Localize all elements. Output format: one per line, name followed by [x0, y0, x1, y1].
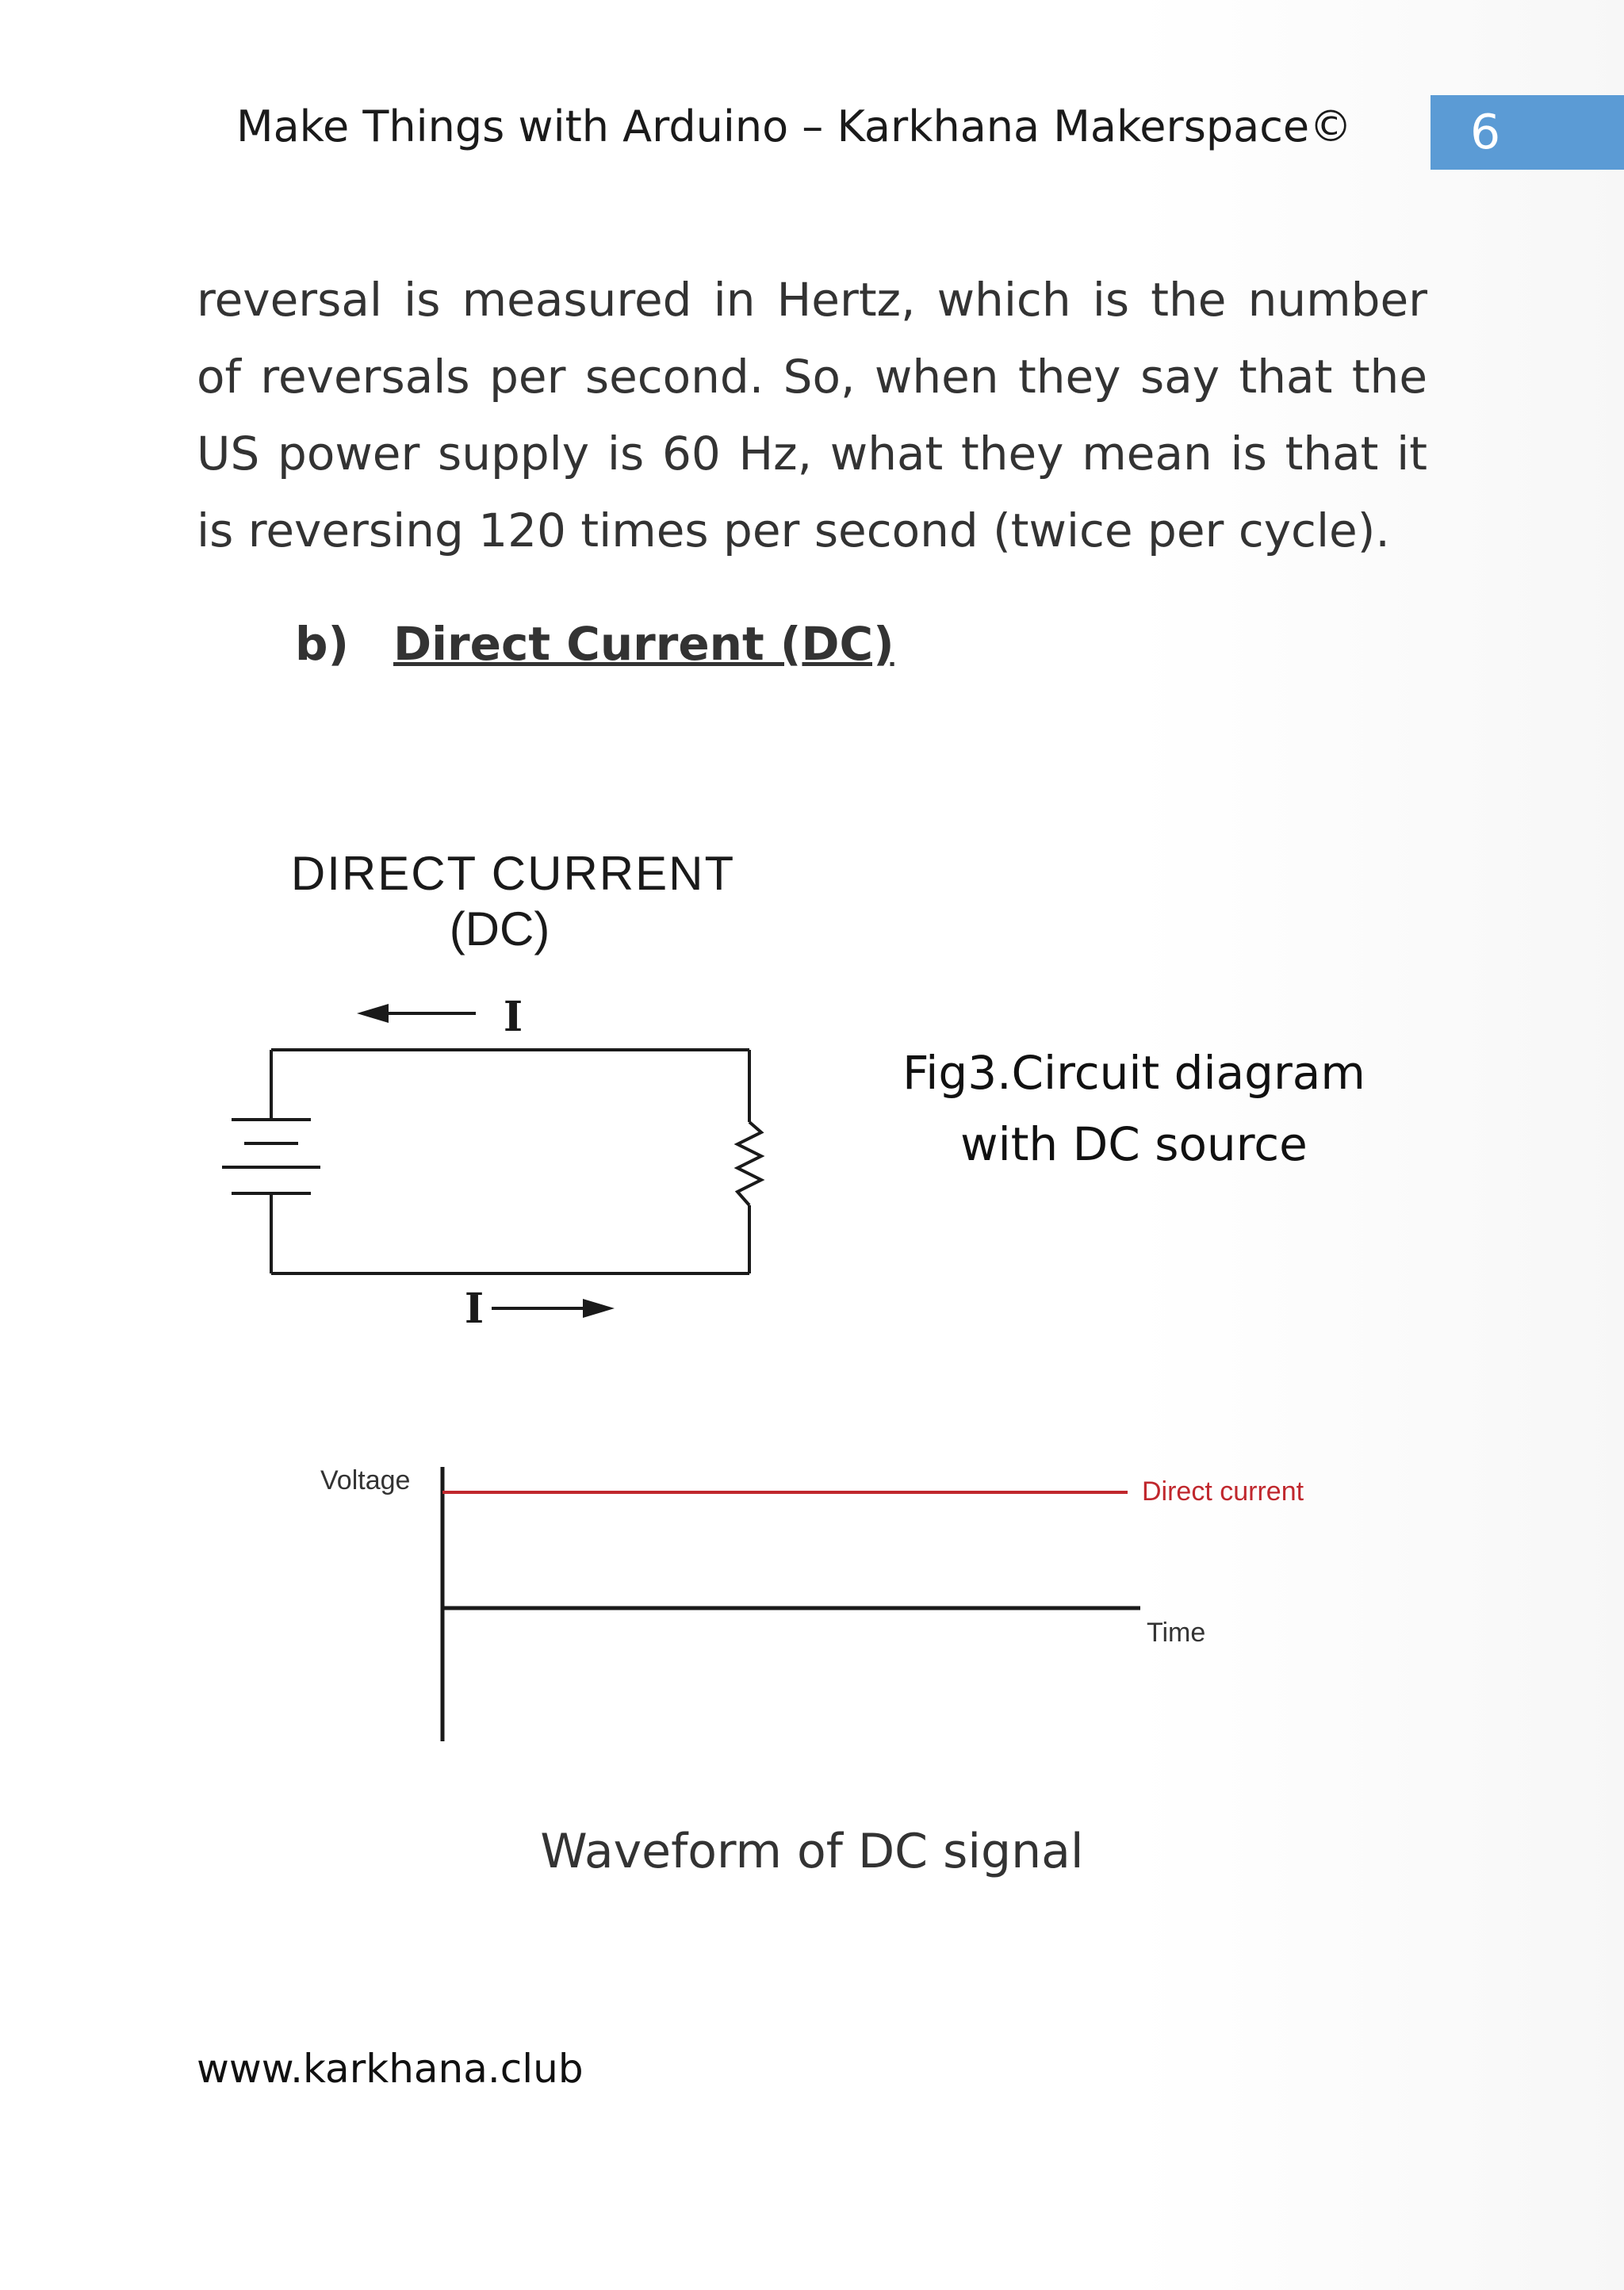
waveform-caption: Waveform of DC signal — [540, 1824, 1084, 1879]
body-paragraph: reversal is measured in Hertz, which is the number of reversals per second. So, when they say that the US power supply is 60 Hz, what they mean is that it is reversing 120 times per second (twice per cycle). — [197, 273, 1427, 557]
voltage-axis-label: Voltage — [320, 1465, 411, 1495]
arrowhead-right-icon — [583, 1299, 615, 1318]
resistor-icon — [737, 1122, 761, 1205]
current-label-bottom: I — [464, 1285, 485, 1333]
circuit-caption-line1: Fig3.Circuit diagram — [902, 1046, 1365, 1100]
circuit-caption-line2: with DC source — [960, 1117, 1308, 1171]
page-number: 6 — [1431, 95, 1624, 170]
footer-url[interactable]: www.karkhana.club — [197, 2046, 584, 2092]
battery-icon — [222, 1120, 320, 1193]
page-header-title: Make Things with Arduino – Karkhana Makerspace© — [236, 101, 1353, 151]
dc-circuit-diagram — [198, 841, 785, 1348]
arrowhead-left-icon — [357, 1004, 389, 1023]
current-label-top: I — [503, 993, 523, 1041]
section-title: Direct Current (DC) — [393, 617, 894, 671]
dc-waveform-chart — [301, 1443, 1364, 1752]
time-axis-label: Time — [1147, 1618, 1206, 1648]
circuit-title-line1: DIRECT CURRENT — [290, 847, 736, 900]
circuit-title-line2: (DC) — [449, 902, 550, 955]
dc-signal-label: Direct current — [1142, 1476, 1304, 1507]
circuit-caption — [872, 1037, 1396, 1180]
section-label: b) — [295, 617, 350, 671]
